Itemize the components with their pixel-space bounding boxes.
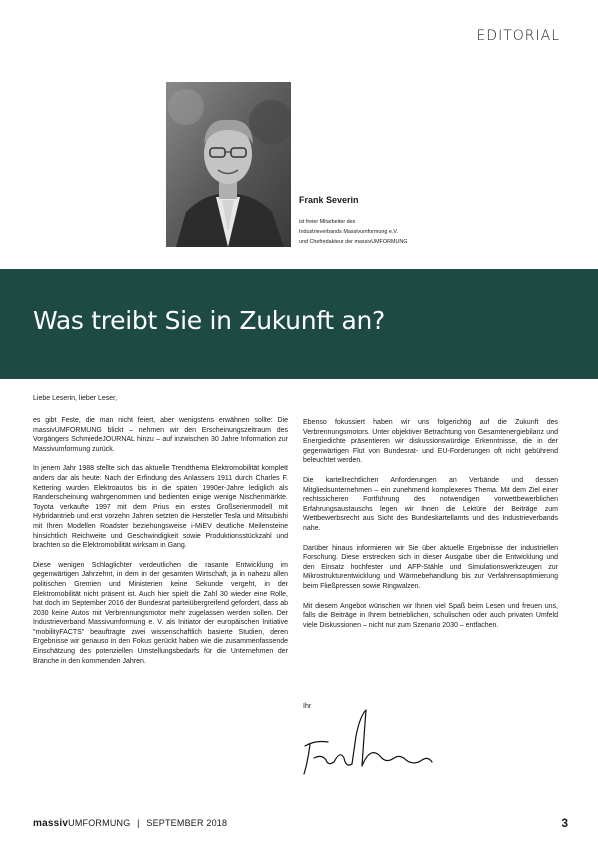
author-bio-line: Industrieverbands Massivumformung e.V. bbox=[299, 229, 398, 235]
paragraph: Mit diesem Angebot wünschen wir Ihnen viel Spaß beim Lesen und freuen uns, falls die Beiträge in Ihrem betrieblichen, schulischen oder auch privaten Umfeld viele Diskussionen – nicht nur zum Szenario 2030 – entfachen. bbox=[303, 602, 558, 629]
brand-bold: massiv bbox=[33, 818, 69, 829]
page-number: 3 bbox=[561, 816, 568, 830]
editorial-title: Was treibt Sie in Zukunft an? bbox=[33, 306, 385, 335]
author-name: Frank Severin bbox=[299, 195, 359, 205]
article-column-right bbox=[303, 418, 558, 640]
paragraph: Darüber hinaus informieren wir Sie über aktuelle Ergebnisse der industriellen Forschung. Diese erstrecken sich in dieser Ausgabe über die Entwicklung und den Einsatz hochfester und AFP-Stähle und Simulationswerkzeugen zur Mikrostrukturentwicklung und Wärmebehandlung bis zur Verfahrensoptimierung beim Fließpressen sowie Ringwalzen. bbox=[303, 544, 558, 590]
paragraph: In jenem Jahr 1988 stellte sich das aktuelle Trendthema Elektromobilität komplett anders dar als heute: Nach der Erfindung des Anlassers 1911 durch Charles F. Kettering wurden Elektroautos bis in die späten 1990er-Jahre lediglich als Randerscheinung wahrgenommen und bedienten einige wenige Nischenmärkte. Toyota verkaufte 1997 mit dem Prius ein erstes Großserienmodell mit Hybridantrieb und erst vorzehn Jahren setzten die Hersteller Tesla und Mitsubishi mit Ihren Modellen Roadster beziehungsweise i-MiEV deutliche Meilensteine hinsichtlich Reichweite und Geschwindigkeit sowie Produktionsstückzahl und brachten so die Elektromobilität wirksam in Gang. bbox=[33, 465, 288, 550]
paragraph: Ebenso fokussiert haben wir uns folgerichtig auf die Zukunft des Verbrennungsmotors. Unter objektiver Betrachtung von Gesamtenergiebilanz und Energiedichte präsentieren wir diskussionswürdige Erkenntnisse, die in der gegenwärtigen Flut von Bundesrat- und EU-Forderungen oft nicht gebührend beleuchtet werden. bbox=[303, 419, 558, 465]
issue-date: SEPTEMBER 2018 bbox=[146, 818, 228, 828]
title-banner bbox=[0, 269, 598, 379]
author-bio-line: und Chefredakteur der massivUMFORMUNG bbox=[299, 239, 408, 245]
section-label: EDITORIAL bbox=[476, 28, 560, 44]
author-bio-line: ist freier Mitarbeiter des bbox=[299, 219, 356, 225]
author-portrait-image bbox=[166, 82, 291, 247]
article-column-left bbox=[33, 416, 288, 676]
closing: Ihr bbox=[303, 703, 312, 710]
author-bio bbox=[299, 195, 499, 247]
author-photo bbox=[166, 82, 291, 247]
paragraph: Diese wenigen Schlaglichter verdeutlichen die rasante Entwicklung im gegenwärtigen Jahrzehnt, in dem in der gesamten Wirtschaft, ja in nahezu allen politischen Gremien und Ministerien keine Sekunde vergeht, in der Elektromobilität nicht präsent ist. Auch hier spielt die Zahl 30 wieder eine Rolle, hat doch im September 2016 der Bundesrat parteiübergreifend gefordert, dass ab 2030 keine Autos mit Verbrennungsmotor mehr zugelassen werden sollen. Der Industrieverband Massivumformung e. V. als Initiator der europäischen Initiative "mobilityFACTS" beauftragte zwei wissenschaftlich basierte Studien, deren Ergebnisse wir genauso in den Fokus gerückt haben wie die zusammenfassende Einschätzung des potenziellen Umstellungsbedarfs für die Unternehmen der Branche in den kommenden Jahren. bbox=[33, 561, 288, 665]
footer bbox=[33, 818, 227, 829]
brand-rest: UMFORMUNG bbox=[68, 818, 131, 828]
salutation: Liebe Leserin, lieber Leser, bbox=[33, 395, 118, 402]
paragraph: Die kartellrechtlichen Anforderungen an Verbände und dessen Mitgliedsunternehmen – ein zunehmend komplexeres Thema. Mit dem Ziel einer rechtssicheren Fortführung des notwendigen vorwettbewerblichen Erfahrungsaustauschs legen wir Ihnen die Lektüre der Beiträge zum Wettbewerbsrecht aus Sicht des Bundeskartellamts und des Industrieverbands nahe. bbox=[303, 476, 558, 532]
footer-separator: | bbox=[137, 818, 140, 828]
paragraph: es gibt Feste, die man nicht feiert, aber wenigstens erwähnen sollte: Die massivUMFORMUNG blickt – nehmen wir den Erscheinungszeitraum des Vorgängers SchmiedeJOURNAL hinzu – auf inzwischen 30 Jahre Information zur Massivumformung zurück. bbox=[33, 417, 288, 453]
signature-image bbox=[300, 706, 435, 778]
